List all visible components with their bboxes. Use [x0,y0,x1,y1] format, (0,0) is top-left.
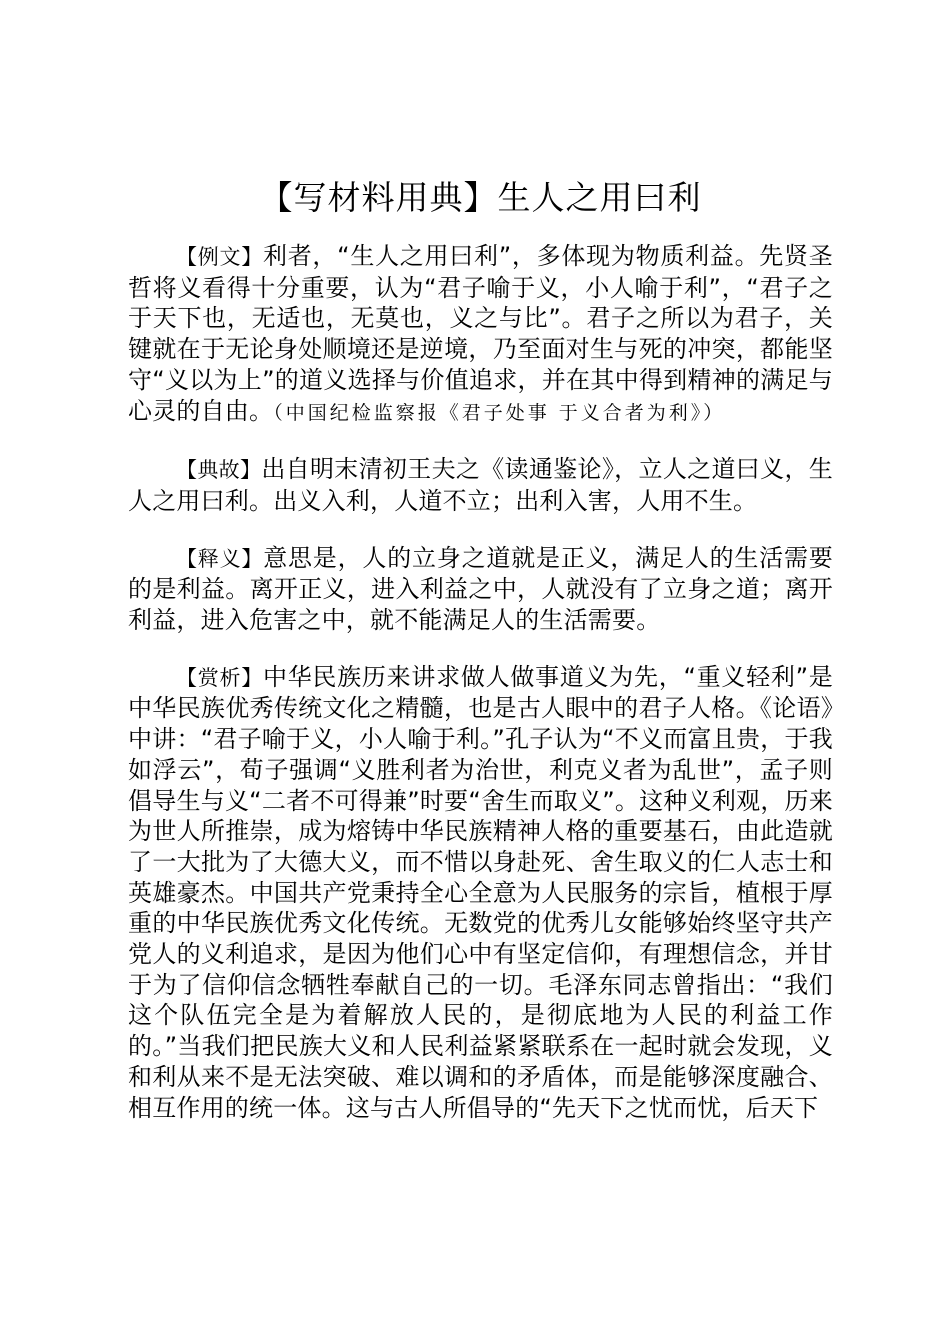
document-title: 【写材料用典】生人之用曰利 [259,178,702,217]
paragraph-analysis [128,662,833,1124]
paragraph-meaning-text: 意思是，人的立身之道就是正义，满足人的生活需要的是利益。离开正义，进入利益之中，人就没有了立身之道；离开利益，进入危害之中，就不能满足人的生活需要。 [128,543,833,635]
paragraph-example-source: （中国纪检监察报《君子处事 于义合者为利》） [273,401,726,424]
section-tag-example: 【例文】 [176,245,263,269]
paragraph-allusion-text: 出自明末清初王夫之《读通鉴论》，立人之道曰义，生人之用曰利。出义入利，人道不立；出利入害，人用不生。 [128,455,833,515]
paragraph-example-text: 利者，“生人之用曰利”，多体现为物质利益。先贤圣哲将义看得十分重要，认为“君子喻于义，小人喻于利”，“君子之于天下也，无适也，无莫也，义之与比”。君子之所以为君子，关键就在于无论身处顺境还是逆境，乃至面对生与死的冲突，都能坚守“义以为上”的道义选择与价值追求，并在其中得到精神的满足与心灵的自由。 [128,242,833,425]
section-tag-allusion: 【典故】 [176,458,262,483]
document-page [128,160,833,1149]
paragraph-example [128,241,833,428]
paragraph-allusion [128,454,833,516]
paragraph-meaning [128,543,833,636]
section-tag-analysis: 【赏析】 [176,665,263,690]
section-tag-meaning: 【释义】 [176,546,264,571]
paragraph-analysis-text: 中华民族历来讲求做人做事道义为先，“重义轻利”是中华民族优秀传统文化之精髓，也是古人眼中的君子人格。《论语》中讲：“君子喻于义，小人喻于利。”孔子认为“不义而富且贵，于我如浮云”，荀子强调“义胜利者为治世，利克义者为乱世”，孟子则倡导生与义“二者不可得兼”时要“舍生而取义”。这种义利观，历来为世人所推崇，成为熔铸中华民族精神人格的重要基石，由此造就了一大批为了大德大义，而不惜以身赴死、舍生取义的仁人志士和英雄豪杰。中国共产党秉持全心全意为人民服务的宗旨，植根于厚重的中华民族优秀文化传统。无数党的优秀儿女能够始终坚守共产党人的义利追求，是因为他们心中有坚定信仰，有理想信念，并甘于为了信仰信念牺牲奉献自己的一切。毛泽东同志曾指出：“我们这个队伍完全是为着解放人民的，是彻底地为人民的利益工作的。”当我们把民族大义和人民利益紧紧联系在一起时就会发现，义和利从来不是无法突破、难以调和的矛盾体，而是能够深度融合、相互作用的统一体。这与古人所倡导的“先天下之忧而忧，后天下 [128,662,833,1122]
